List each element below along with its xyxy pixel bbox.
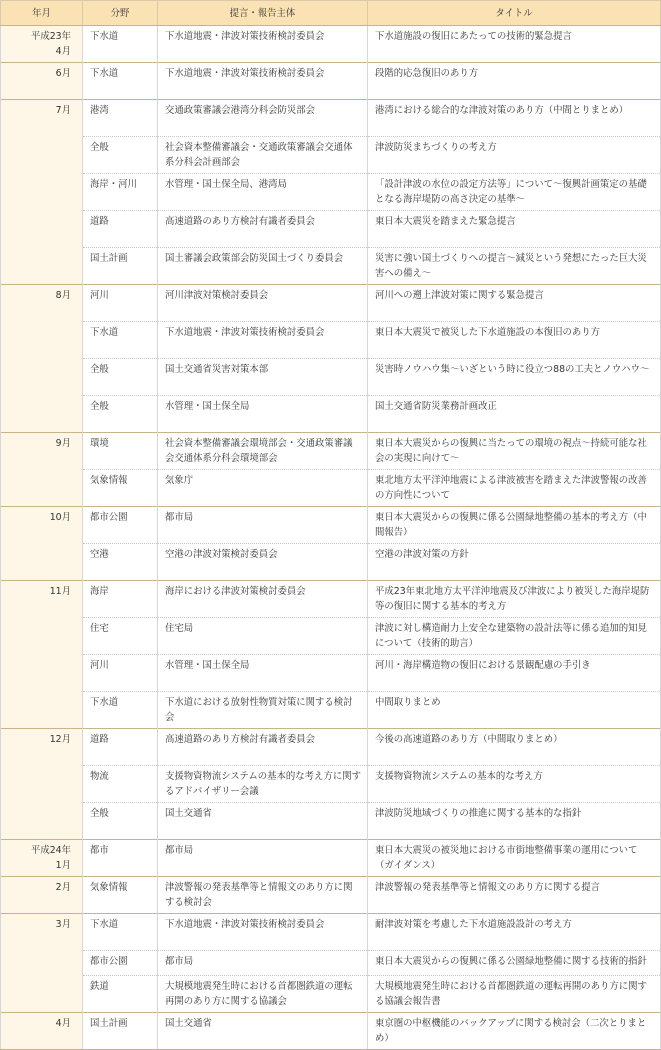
table-row [1, 63, 661, 100]
body-cell: 河川津波対策検討委員会 [158, 285, 368, 322]
body-cell: 水管理・国土保全局 [158, 655, 368, 692]
title-cell: 災害時ノウハウ集〜いざという時に役立つ88の工夫とノウハウ〜 [368, 359, 661, 396]
month-cell [1, 433, 83, 507]
table-row [1, 137, 661, 174]
month-label: 2月 [55, 882, 71, 893]
title-cell: 東北地方太平洋沖地震による津波被害を踏まえた津波警報の改善の方向性について [368, 470, 661, 507]
field-cell: 河川 [83, 285, 158, 322]
month-label: 7月 [55, 105, 71, 116]
month-cell [1, 507, 83, 581]
month-cell [1, 100, 83, 285]
title-cell: 河川・海岸構造物の復旧における景観配慮の手引き [368, 655, 661, 692]
body-cell: 水管理・国土保全局、港湾局 [158, 174, 368, 211]
body-cell: 大規模地震発生時における首都圏鉄道の運転再開のあり方に関する協議会 [158, 976, 368, 1013]
field-cell: 道路 [83, 729, 158, 766]
month-label: 平成23年 4月 [30, 31, 71, 57]
table-row [1, 655, 661, 692]
field-cell: 全般 [83, 803, 158, 840]
table-row [1, 433, 661, 470]
table-row [1, 840, 661, 877]
table-row [1, 729, 661, 766]
table-row [1, 322, 661, 359]
title-cell: 「設計津波の水位の設定方法等」について〜復興計画策定の基礎となる海岸堤防の高さ決定の基準〜 [368, 174, 661, 211]
title-cell: 災害に強い国土づくりへの提言〜減災という発想にたった巨大災害への備え〜 [368, 248, 661, 285]
field-cell: 全般 [83, 137, 158, 174]
field-cell: 鉄道 [83, 976, 158, 1013]
body-cell: 都市局 [158, 840, 368, 877]
field-cell: 都市公園 [83, 507, 158, 544]
table-row [1, 544, 661, 581]
table-row [1, 248, 661, 285]
field-cell: 河川 [83, 655, 158, 692]
field-cell: 港湾 [83, 100, 158, 137]
field-cell: 国土計画 [83, 248, 158, 285]
header-field: 分野 [83, 1, 158, 26]
title-cell: 今後の高速道路のあり方（中間取りまとめ） [368, 729, 661, 766]
month-label: 12月 [49, 734, 71, 745]
title-cell: 段階的応急復旧のあり方 [368, 63, 661, 100]
body-cell: 高速道路のあり方検討有識者委員会 [158, 729, 368, 766]
table-row [1, 396, 661, 433]
field-cell: 全般 [83, 396, 158, 433]
month-cell [1, 877, 83, 914]
month-cell [1, 581, 83, 729]
field-cell: 空港 [83, 544, 158, 581]
body-cell: 国土交通省 [158, 803, 368, 840]
table-row [1, 877, 661, 914]
body-cell: 社会資本整備審議会環境部会・交通政策審議会交通体系分科会環境部会 [158, 433, 368, 470]
title-cell: 津波防災まちづくりの考え方 [368, 137, 661, 174]
field-cell: 下水道 [83, 692, 158, 729]
header-month: 年月 [1, 1, 83, 26]
header-title: タイトル [368, 1, 661, 26]
field-cell: 下水道 [83, 322, 158, 359]
table-row [1, 211, 661, 248]
table-row [1, 976, 661, 1013]
month-cell [1, 840, 83, 877]
body-cell: 海岸における津波対策検討委員会 [158, 581, 368, 618]
title-cell: 津波警報の発表基準等と情報文のあり方に関する提言 [368, 877, 661, 914]
month-label: 3月 [55, 919, 71, 930]
field-cell: 下水道 [83, 63, 158, 100]
field-cell: 環境 [83, 433, 158, 470]
body-cell: 気象庁 [158, 470, 368, 507]
table-row [1, 285, 661, 322]
month-label: 4月 [55, 1018, 71, 1029]
title-cell: 東日本大震災の被災地における市街地整備事業の運用について（ガイダンス） [368, 840, 661, 877]
body-cell: 津波警報の発表基準等と情報文のあり方に関する検討会 [158, 877, 368, 914]
body-cell: 交通政策審議会港湾分科会防災部会 [158, 100, 368, 137]
body-cell: 下水道における放射性物質対策に関する検討会 [158, 692, 368, 729]
month-cell [1, 1013, 83, 1050]
month-cell [1, 729, 83, 840]
title-cell: 大規模地震発生時における首都圏鉄道の運転再開のあり方に関する協議会報告書 [368, 976, 661, 1013]
month-cell [1, 63, 83, 100]
month-label: 6月 [55, 68, 71, 79]
month-label: 平成24年 1月 [30, 845, 71, 871]
title-cell: 津波に対し構造耐力上安全な建築物の設計法等に係る追加的知見について（技術的助言） [368, 618, 661, 655]
table-row [1, 914, 661, 951]
table-row [1, 507, 661, 544]
title-cell: 津波防災地域づくりの推進に関する基本的な指針 [368, 803, 661, 840]
month-cell [1, 285, 83, 433]
title-cell: 河川への遡上津波対策に関する緊急提言 [368, 285, 661, 322]
title-cell: 東日本大震災を踏まえた緊急提言 [368, 211, 661, 248]
field-cell: 住宅 [83, 618, 158, 655]
body-cell: 下水道地震・津波対策技術検討委員会 [158, 26, 368, 63]
table-row [1, 359, 661, 396]
field-cell: 都市 [83, 840, 158, 877]
title-cell: 耐津波対策を考慮した下水道施設設計の考え方 [368, 914, 661, 951]
title-cell: 平成23年東北地方太平洋沖地震及び津波により被災した海岸堤防等の復旧に関する基本的考え方 [368, 581, 661, 618]
title-cell: 港湾における総合的な津波対策のあり方（中間とりまとめ） [368, 100, 661, 137]
body-cell: 社会資本整備審議会・交通政策審議会交通体系分科会計画部会 [158, 137, 368, 174]
body-cell: 下水道地震・津波対策技術検討委員会 [158, 322, 368, 359]
title-cell: 東日本大震災からの復興に当たっての環境の視点〜持続可能な社会の実現に向けて〜 [368, 433, 661, 470]
table-row [1, 803, 661, 840]
month-label: 9月 [55, 438, 71, 449]
field-cell: 都市公園 [83, 951, 158, 976]
table-row [1, 174, 661, 211]
table-row [1, 951, 661, 976]
table-row [1, 581, 661, 618]
month-label: 10月 [49, 512, 71, 523]
field-cell: 海岸 [83, 581, 158, 618]
field-cell: 国土計画 [83, 1013, 158, 1050]
table-row [1, 100, 661, 137]
table-row [1, 766, 661, 803]
title-cell: 下水道施設の復旧にあたっての技術的緊急提言 [368, 26, 661, 63]
field-cell: 下水道 [83, 914, 158, 951]
field-cell: 気象情報 [83, 877, 158, 914]
field-cell: 物流 [83, 766, 158, 803]
body-cell: 都市局 [158, 507, 368, 544]
header-body: 提言・報告主体 [158, 1, 368, 26]
field-cell: 道路 [83, 211, 158, 248]
body-cell: 住宅局 [158, 618, 368, 655]
table-row [1, 692, 661, 729]
table-header-row [1, 1, 661, 26]
field-cell: 下水道 [83, 26, 158, 63]
title-cell: 東日本大震災からの復興に係る公園緑地整備に関する技術的指針 [368, 951, 661, 976]
title-cell: 東日本大震災からの復興に係る公園緑地整備の基本的考え方（中間報告） [368, 507, 661, 544]
title-cell: 国土交通省防災業務計画改正 [368, 396, 661, 433]
title-cell: 空港の津波対策の方針 [368, 544, 661, 581]
body-cell: 下水道地震・津波対策技術検討委員会 [158, 63, 368, 100]
month-cell [1, 914, 83, 1013]
body-cell: 国土交通省災害対策本部 [158, 359, 368, 396]
month-label: 8月 [55, 290, 71, 301]
table-row [1, 1013, 661, 1050]
body-cell: 国土審議会政策部会防災国土づくり委員会 [158, 248, 368, 285]
body-cell: 水管理・国土保全局 [158, 396, 368, 433]
table-row [1, 618, 661, 655]
body-cell: 高速道路のあり方検討有識者委員会 [158, 211, 368, 248]
body-cell: 国土交通省 [158, 1013, 368, 1050]
table-body [1, 26, 661, 1050]
body-cell: 下水道地震・津波対策技術検討委員会 [158, 914, 368, 951]
field-cell: 気象情報 [83, 470, 158, 507]
body-cell: 都市局 [158, 951, 368, 976]
title-cell: 中間取りまとめ [368, 692, 661, 729]
month-cell [1, 26, 83, 63]
body-cell: 空港の津波対策検討委員会 [158, 544, 368, 581]
table-row [1, 470, 661, 507]
table-row [1, 26, 661, 63]
title-cell: 東日本大震災で被災した下水道施設の本復旧のあり方 [368, 322, 661, 359]
field-cell: 海岸・河川 [83, 174, 158, 211]
field-cell: 全般 [83, 359, 158, 396]
month-label: 11月 [49, 586, 71, 597]
title-cell: 支援物資物流システムの基本的な考え方 [368, 766, 661, 803]
body-cell: 支援物資物流システムの基本的な考え方に関するアドバイザリー会議 [158, 766, 368, 803]
title-cell: 東京圏の中枢機能のバックアップに関する検討会（二次とりまとめ） [368, 1013, 661, 1050]
